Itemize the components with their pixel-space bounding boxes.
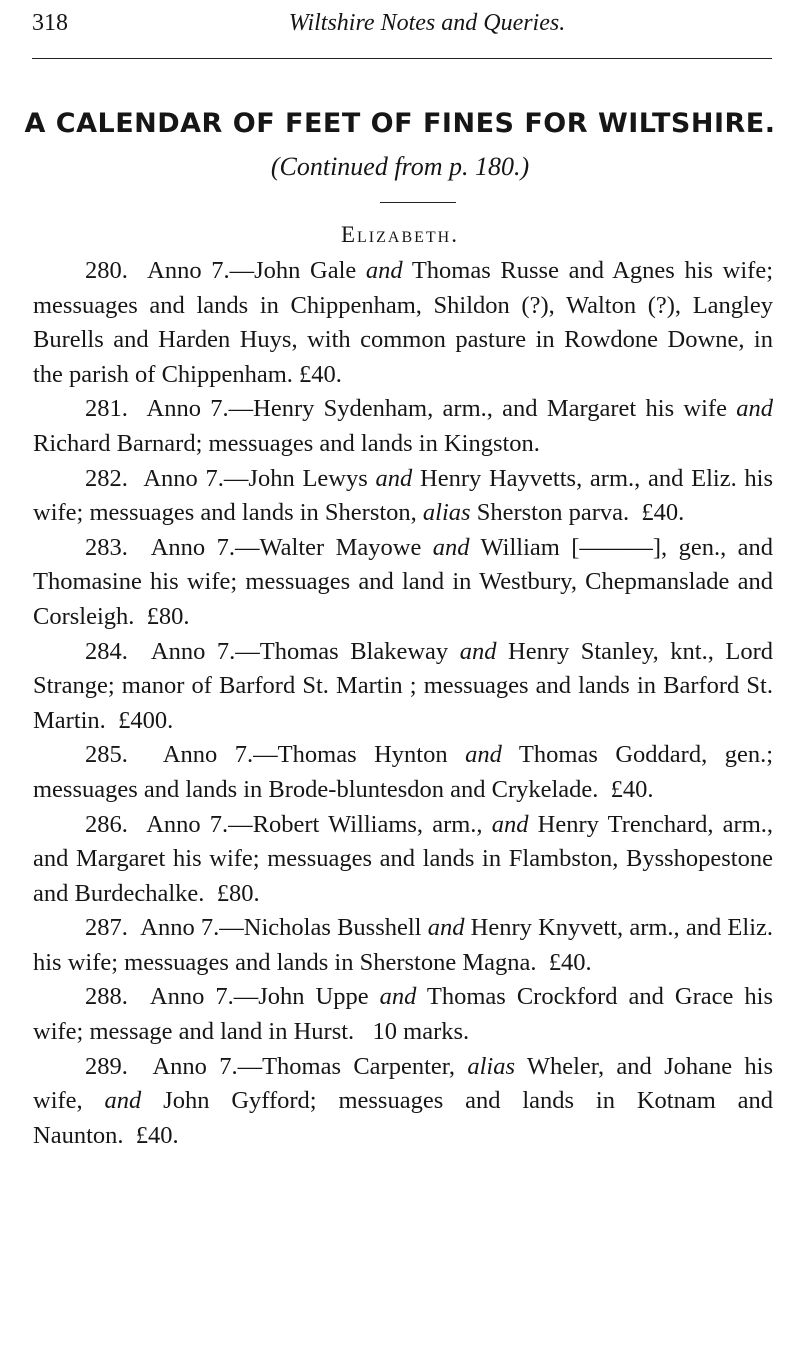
entry-anno: Anno 7.—	[146, 810, 253, 838]
entry-connector: and	[459, 637, 497, 665]
entry-amount: £80.	[146, 602, 190, 630]
entry-party1: Thomas Blakeway	[259, 637, 449, 665]
entry-number: 281.	[85, 395, 128, 423]
entry-party1: John Lewys	[248, 464, 368, 492]
entry-amount: £40.	[135, 1121, 179, 1149]
entry-party1: Nicholas Busshell	[243, 914, 422, 942]
entry-number: 280.	[85, 257, 128, 284]
entry-number: 283.	[85, 533, 128, 561]
entry-party2: Thomas Goddard, gen.	[518, 741, 767, 769]
entry-number: 285.	[85, 741, 128, 769]
entry-289	[33, 1050, 773, 1154]
entry-anno: Anno 7.—	[149, 983, 259, 1011]
entry-anno: Anno 7.—	[146, 395, 254, 423]
entry-party2: Henry Trenchard, arm., and Margaret his wife	[33, 810, 774, 873]
entry-number: 282.	[85, 464, 128, 492]
entry-details: ; messuages and lands in Chippenham, Shildon (?), Walton (?), Langley Burells and Harden Huys, with common pasture in Rowdone Downe, in the parish of Chippenham.	[33, 257, 774, 388]
entry-connector: and	[736, 395, 774, 423]
entry-party2: Thomas Crockford and Grace his wife	[33, 983, 773, 1046]
entry-party2: Henry Hayvetts, arm., and Eliz. his wife	[33, 464, 774, 527]
entry-288	[33, 980, 773, 1049]
entry-details: ; messuages and lands in Kotnam and Naunton.	[33, 1087, 774, 1149]
entry-anno: Anno 7.—	[143, 464, 249, 492]
entry-anno: Anno 7.—	[150, 533, 260, 561]
entry-amount: £80.	[216, 879, 260, 907]
entry-party2: John Gyfford	[163, 1087, 310, 1115]
entry-alias: alias	[422, 499, 471, 527]
entry-number: 286.	[85, 810, 128, 838]
entry-anno: Anno 7.—	[140, 914, 244, 942]
entry-connector: and	[104, 1087, 142, 1115]
entry-number: 287.	[85, 914, 128, 942]
entry-party1: Walter Mayowe	[259, 533, 422, 561]
entry-details: ; messuages and lands in Sherston,	[76, 499, 417, 527]
entries-list	[33, 254, 773, 1153]
entry-details: ; messuages and lands in Sherstone Magna.	[111, 948, 537, 976]
header-rule	[32, 58, 772, 59]
entry-details: ; manor of Barford St. Martin ; messuages and lands in Barford St. Martin.	[33, 672, 773, 734]
entry-connector: and	[491, 810, 529, 838]
entry-284	[33, 635, 773, 739]
article-title: A CALENDAR OF FEET OF FINES FOR WILTSHIRE.	[24, 108, 776, 139]
entry-anno: Anno 7.—	[147, 257, 255, 284]
entry-party1: Thomas Hynton	[277, 741, 448, 769]
page-number: 318	[32, 10, 68, 36]
continued-note: (Continued from p. 180.)	[270, 152, 530, 181]
entry-amount: 10 marks.	[372, 1018, 470, 1046]
entry-details-after: Sherston parva.	[476, 499, 630, 527]
entry-286	[33, 808, 773, 912]
entry-party1b: Wheler, and Johane his wife,	[33, 1052, 773, 1115]
entry-280	[33, 254, 773, 392]
entry-party1: John Uppe	[258, 983, 369, 1011]
entry-connector: and	[375, 464, 413, 492]
title-rule	[380, 202, 456, 203]
running-head	[32, 6, 772, 46]
entry-party2: Thomas Russe and Agnes his wife	[411, 257, 767, 284]
entry-connector: and	[365, 257, 403, 284]
entry-connector: and	[427, 914, 465, 942]
entry-282	[33, 462, 773, 531]
entry-number: 284.	[85, 637, 128, 665]
entry-anno: Anno 7.—	[162, 741, 278, 769]
entry-details: ; messuages and lands in Kingston.	[195, 429, 540, 457]
entry-party1: Robert Williams, arm.,	[252, 810, 483, 838]
entry-amount: £40.	[641, 499, 685, 527]
entry-party2: Henry Stanley, knt., Lord Strange	[33, 637, 773, 700]
entry-party2: William [———], gen., and Thomasine his wife	[33, 533, 774, 596]
entry-amount: £40.	[299, 360, 342, 388]
entry-anno: Anno 7.—	[152, 1052, 263, 1080]
entry-283	[33, 531, 773, 635]
entry-details: ; messuages and land in Westbury, Chepmanslade and Corsleigh.	[33, 568, 773, 630]
entry-party1: Henry Sydenham, arm., and Margaret his wife	[253, 395, 727, 423]
entry-party1: John Gale	[254, 257, 357, 284]
entry-connector: and	[465, 741, 502, 769]
entry-287	[33, 911, 773, 980]
entry-party2: Henry Knyvett, arm., and Eliz. his wife	[33, 914, 774, 976]
entry-connector: and	[379, 983, 417, 1011]
entry-281	[33, 392, 773, 461]
entry-amount: £40.	[610, 775, 654, 803]
entry-number: 289.	[85, 1052, 128, 1080]
reign-heading: Elizabeth.	[340, 222, 459, 247]
entry-details: ; messuages and lands in Flambston, Bysshopestone and Burdechalke.	[33, 845, 773, 907]
entry-amount: £40.	[548, 948, 592, 976]
entry-party2: Richard Barnard	[33, 429, 196, 457]
entry-alias: alias	[467, 1052, 516, 1080]
entry-amount: £400.	[118, 706, 174, 734]
entry-285	[33, 738, 773, 807]
journal-title: Wiltshire Notes and Queries.	[288, 10, 566, 36]
entry-anno: Anno 7.—	[150, 637, 260, 665]
entry-details: ; messuages and lands in Brode-bluntesdon and Crykelade.	[33, 741, 774, 803]
entry-connector: and	[432, 533, 470, 561]
entry-party1: Thomas Carpenter,	[262, 1052, 456, 1080]
entry-number: 288.	[85, 983, 128, 1011]
entry-details: ; message and land in Hurst.	[76, 1018, 355, 1046]
